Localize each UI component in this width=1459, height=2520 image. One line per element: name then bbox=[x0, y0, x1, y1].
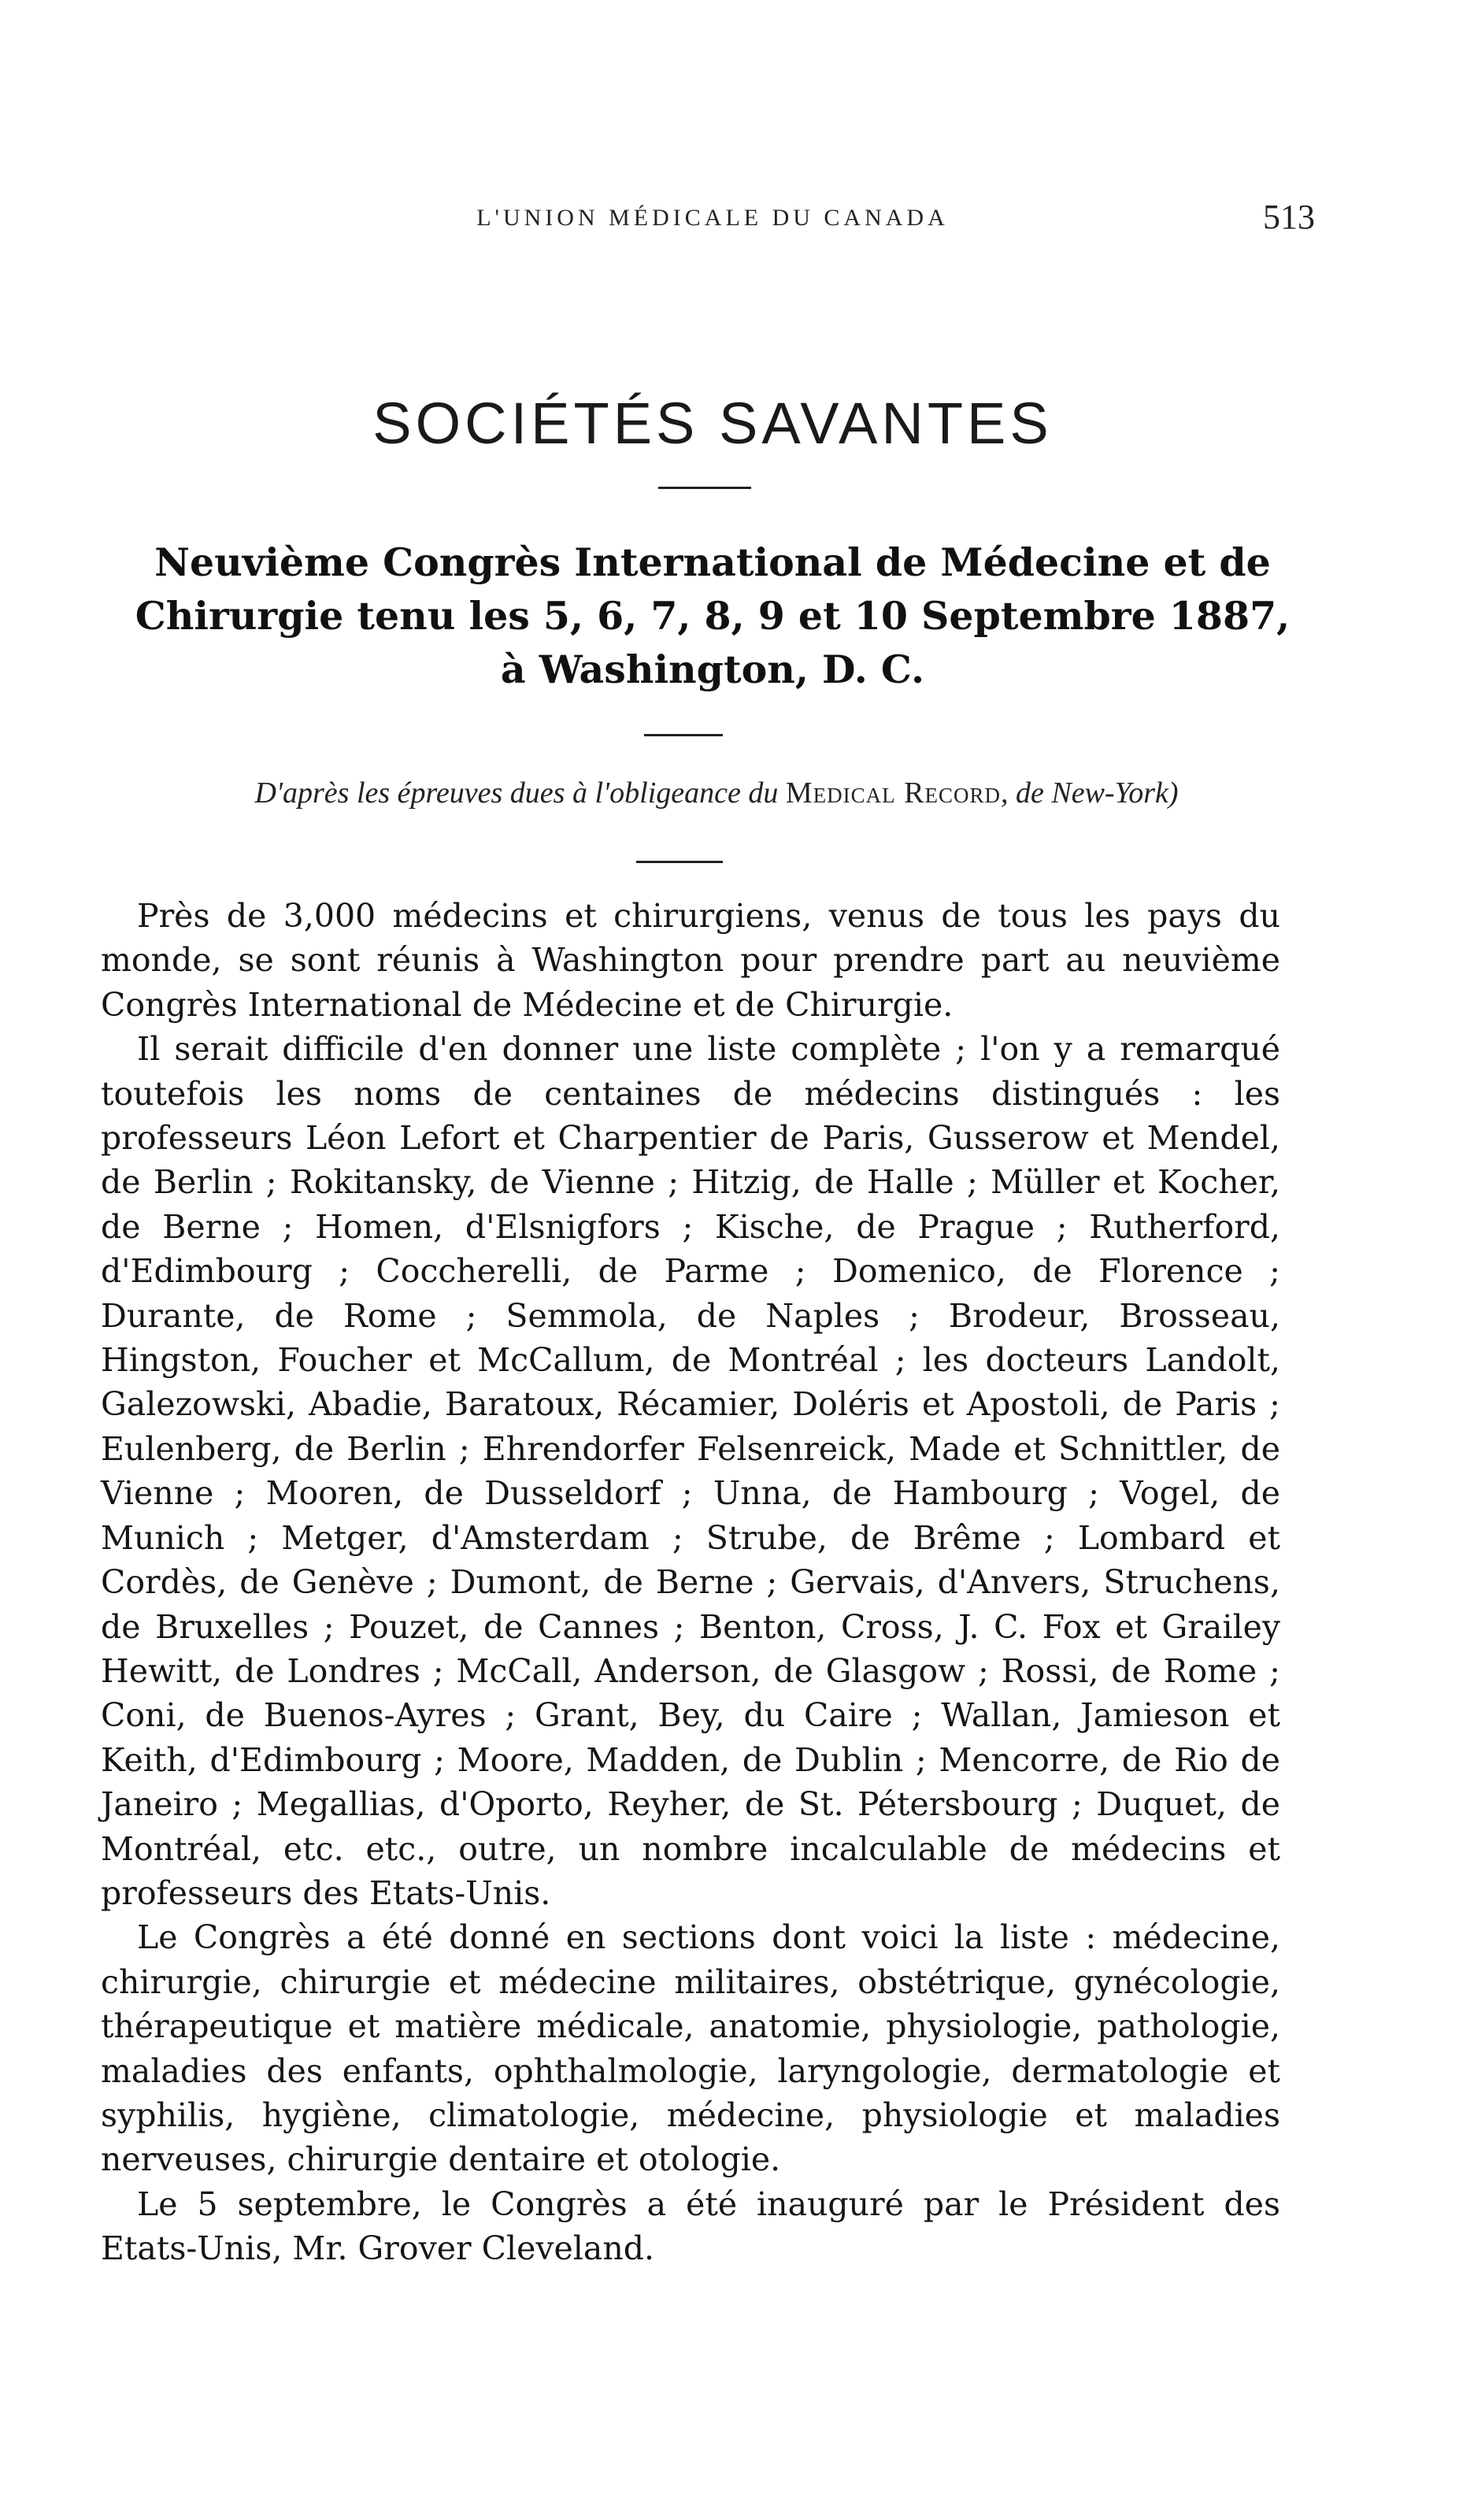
paragraph: Il serait difficile d'en donner une liste complète ; l'on y a remarqué toutefois les noms de centaines de médecins distingués : les professeurs Léon Lefort et Charpentier de Paris, Gusserow et Mendel, de Berlin ; Rokitansky, de Vienne ; Hitzig, de Halle ; Müller et Kocher, de Berne ; Homen, d'Elsnigfors ; Kische, de Prague ; Rutherford, d'Edimbourg ; Coccherelli, de Parme ; Domenico, de Florence ; Durante, de Rome ; Semmola, de Naples ; Brodeur, Brosseau, Hingston, Foucher et McCallum, de Montréal ; les docteurs Landolt, Galezowski, Abadie, Baratoux, Récamier, Doléris et Apostoli, de Paris ; Eulenberg, de Berlin ; Ehrendorfer Felsenreick, Made et Schnittler, de Vienne ; Mooren, de Dusseldorf ; Unna, de Hambourg ; Vogel, de Munich ; Metger, d'Amsterdam ; Strube, de Brême ; Lombard et Cordès, de Genève ; Dumont, de Berne ; Gervais, d'Anvers, Struchens, de Bruxelles ; Pouzet, de Cannes ; Benton, Cross, J. C. Fox et Grailey Hewitt, de Londres ; McCall, Anderson, de Glasgow ; Rossi, de Rome ; Coni, de Buenos-Ayres ; Grant, Bey, du Caire ; Wallan, Jamieson et Keith, d'Edimbourg ; Moore, Madden, de Dublin ; Mencorre, de Rio de Janeiro ; Megallias, d'Oporto, Reyher, de St. Pétersbourg ; Duquet, de Montréal, etc. etc., outre, un nombre incalculable de médecins et professeurs des Etats-Unis. bbox=[101, 1030, 1280, 1912]
divider-rule bbox=[658, 487, 751, 489]
source-note-suffix: , de New-York) bbox=[1001, 776, 1179, 810]
paragraph: Le Congrès a été donné en sections dont voici la liste : médecine, chirurgie, chirurgie et médecine militaires, obstétrique, gynécologie, thérapeutique et matière médicale, anatomie, physiologie, pathologie, maladies des enfants, ophthalmologie, laryngologie, dermatologie et syphilis, hygiène, climatologie, médecine, physiologie et maladies nerveuses, chirurgie dentaire et otologie. bbox=[101, 1918, 1280, 2179]
article-title: Neuvième Congrès International de Médecine et de Chirurgie tenu les 5, 6, 7, 8, 9 et 10 Septembre 1887, à Washington, D. C. bbox=[135, 539, 1291, 692]
section-title: SOCIÉTÉS SAVANTES bbox=[372, 391, 1053, 456]
divider-rule bbox=[644, 734, 723, 736]
source-note-prefix: D'après les épreuves dues à l'obligeance du bbox=[254, 776, 786, 810]
page-number: 513 bbox=[1263, 198, 1315, 236]
paragraph: Près de 3,000 médecins et chirurgiens, venus de tous les pays du monde, se sont réunis à Washington pour prendre part au neuvième Congrès International de Médecine et de Chirurgie. bbox=[101, 897, 1280, 1024]
source-note bbox=[102, 776, 1331, 810]
source-publication: Medical Record bbox=[785, 776, 1001, 810]
divider-rule bbox=[636, 861, 723, 863]
paragraph: Le 5 septembre, le Congrès a été inauguré par le Président des Etats-Unis, Mr. Grover Cleveland. bbox=[101, 2185, 1280, 2268]
running-title: L'UNION MÉDICALE DU CANADA bbox=[476, 205, 949, 231]
running-header bbox=[110, 197, 1315, 244]
article-body bbox=[101, 894, 1280, 2271]
